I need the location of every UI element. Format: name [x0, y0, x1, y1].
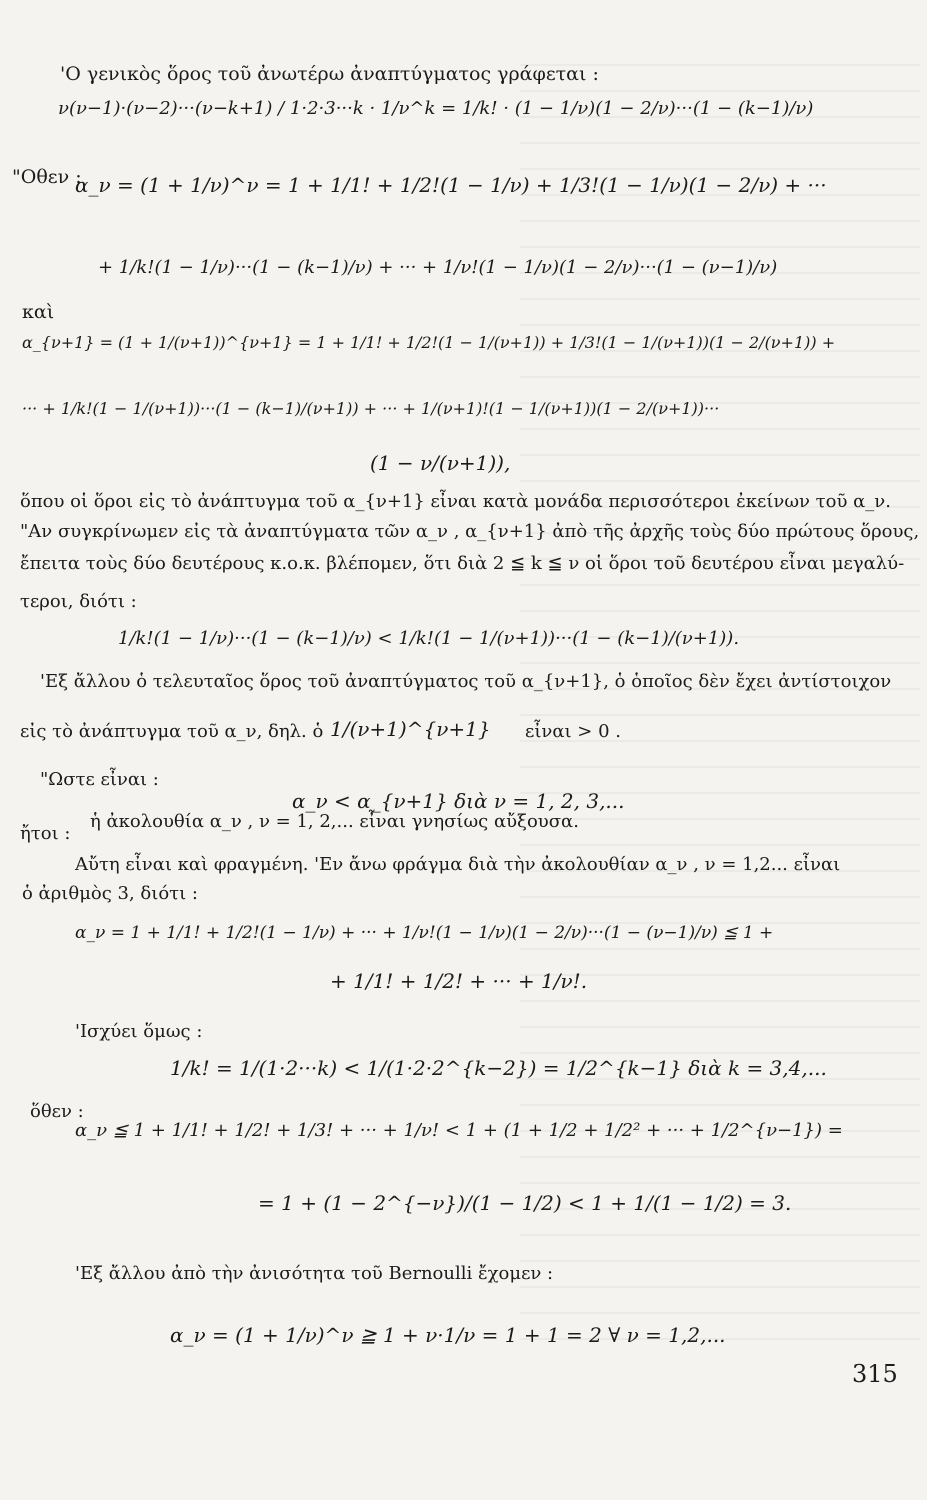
epeita-text: ἔπειτα τοὺς δύο δευτέρους κ.ο.κ. βλέπομεν, ὅτι διὰ 2 ≦ k ≦ ν οἱ ὅροι τοῦ δευτέρου εἶναι μεγαλύ- — [20, 553, 905, 574]
equation-last-term: 1/(ν+1)^{ν+1} — [330, 717, 491, 741]
equation-a-nu-plus-1: α_{ν+1} = (1 + 1/(ν+1))^{ν+1} = 1 + 1/1! + 1/2!(1 − 1/(ν+1)) + 1/3!(1 − 1/(ν+1))(1 − 2/(ν+1)) + — [22, 333, 836, 352]
auti-text: Αὔτη εἶναι καὶ φραγμένη. 'Εν ἄνω φράγμα διὰ τὴν ἀκολουθίαν α_ν , ν = 1,2... εἶναι — [75, 854, 841, 875]
equation-bound: α_ν = 1 + 1/1! + 1/2!(1 − 1/ν) + ··· + 1/ν!(1 − 1/ν)(1 − 2/ν)···(1 − (ν−1)/ν) ≦ 1 + — [75, 923, 774, 943]
equation-a-nu-cont: + 1/k!(1 − 1/ν)···(1 − (k−1)/ν) + ··· + 1/ν!(1 − 1/ν)(1 − 2/ν)···(1 − (ν−1)/ν) — [98, 257, 778, 278]
itoi-label: ἤτοι : — [20, 823, 71, 844]
page-number: 315 — [852, 1360, 898, 1388]
equation-comparison: 1/k!(1 − 1/ν)···(1 − (k−1)/ν) < 1/k!(1 − 1/(ν+1))···(1 − (k−1)/(ν+1)). — [118, 628, 740, 649]
othen-label: "Οθεν : — [12, 166, 82, 188]
intro-text: 'Ο γενικὸς ὅρος τοῦ ἀνωτέρω ἀναπτύγματος γράφεται : — [60, 63, 599, 85]
bernoulli-text: 'Εξ ἄλλου ἀπὸ τὴν ἀνισότητα τοῦ Bernoulli ἔχομεν : — [75, 1263, 554, 1284]
teroi-text: τεροι, διότι : — [20, 591, 137, 612]
equation-bernoulli: α_ν = (1 + 1/ν)^ν ≧ 1 + ν·1/ν = 1 + 1 = 2 ∀ ν = 1,2,... — [170, 1323, 726, 1347]
oste-text: "Ωστε εἶναι : — [40, 769, 159, 790]
othen-text: ὅθεν : — [30, 1101, 84, 1122]
ex-allou-text: 'Εξ ἄλλου ὁ τελευταῖος ὅρος τοῦ ἀναπτύγματος τοῦ α_{ν+1}, ὁ ὁποῖος δὲν ἔχει ἀντίστοιχον — [40, 671, 892, 692]
equation-general-term: ν(ν−1)·(ν−2)···(ν−k+1) / 1·2·3···k · 1/ν^k = 1/k! · (1 − 1/ν)(1 − 2/ν)···(1 − (k−1)/ν) — [58, 98, 814, 119]
eis-to-text: εἰς τὸ ἀνάπτυγμα τοῦ α_ν, δηλ. ὁ — [20, 721, 324, 742]
opou-text: ὅπου οἱ ὅροι εἰς τὸ ἀνάπτυγμα τοῦ α_{ν+1} εἶναι κατὰ μονάδα περισσότεροι ἐκείνων τοῦ α_ν. — [20, 491, 891, 512]
kai-label: καὶ — [22, 301, 55, 323]
isxyei-text: 'Ισχύει ὅμως : — [75, 1021, 203, 1042]
equation-geometric: α_ν ≦ 1 + 1/1! + 1/2! + 1/3! + ··· + 1/ν! < 1 + (1 + 1/2 + 1/2² + ··· + 1/2^{ν−1}) = — [75, 1120, 843, 1141]
arithmos-text: ὁ ἀριθμὸς 3, διότι : — [22, 883, 198, 904]
equation-a-nu-plus-1-cont: ··· + 1/k!(1 − 1/(ν+1))···(1 − (k−1)/(ν+1)) + ··· + 1/(ν+1)!(1 − 1/(ν+1))(1 − 2/(ν+1))··· — [22, 399, 720, 418]
equation-a-nu-plus-1-last: (1 − ν/(ν+1)), — [370, 451, 511, 475]
einai-positive-text: εἶναι > 0 . — [525, 721, 621, 742]
equation-monotone: α_ν < α_{ν+1} διὰ ν = 1, 2, 3,... — [292, 789, 625, 813]
equation-factorial-bound: 1/k! = 1/(1·2···k) < 1/(1·2·2^{k−2}) = 1/2^{k−1} διὰ k = 3,4,... — [170, 1056, 827, 1080]
itoi-text: ἡ ἀκολουθία α_ν , ν = 1, 2,... εἶναι γνησίως αὔξουσα. — [90, 811, 579, 832]
equation-a-nu: α_ν = (1 + 1/ν)^ν = 1 + 1/1! + 1/2!(1 − 1/ν) + 1/3!(1 − 1/ν)(1 − 2/ν) + ··· — [75, 173, 827, 197]
an-text: "Αν συγκρίνωμεν εἰς τὰ ἀναπτύγματα τῶν α_ν , α_{ν+1} ἀπὸ τῆς ἀρχῆς τοὺς δύο πρώτους ὅρους, — [20, 521, 920, 542]
equation-bound-cont: + 1/1! + 1/2! + ··· + 1/ν!. — [330, 969, 588, 993]
equation-result-3: = 1 + (1 − 2^{−ν})/(1 − 1/2) < 1 + 1/(1 − 1/2) = 3. — [258, 1191, 792, 1215]
